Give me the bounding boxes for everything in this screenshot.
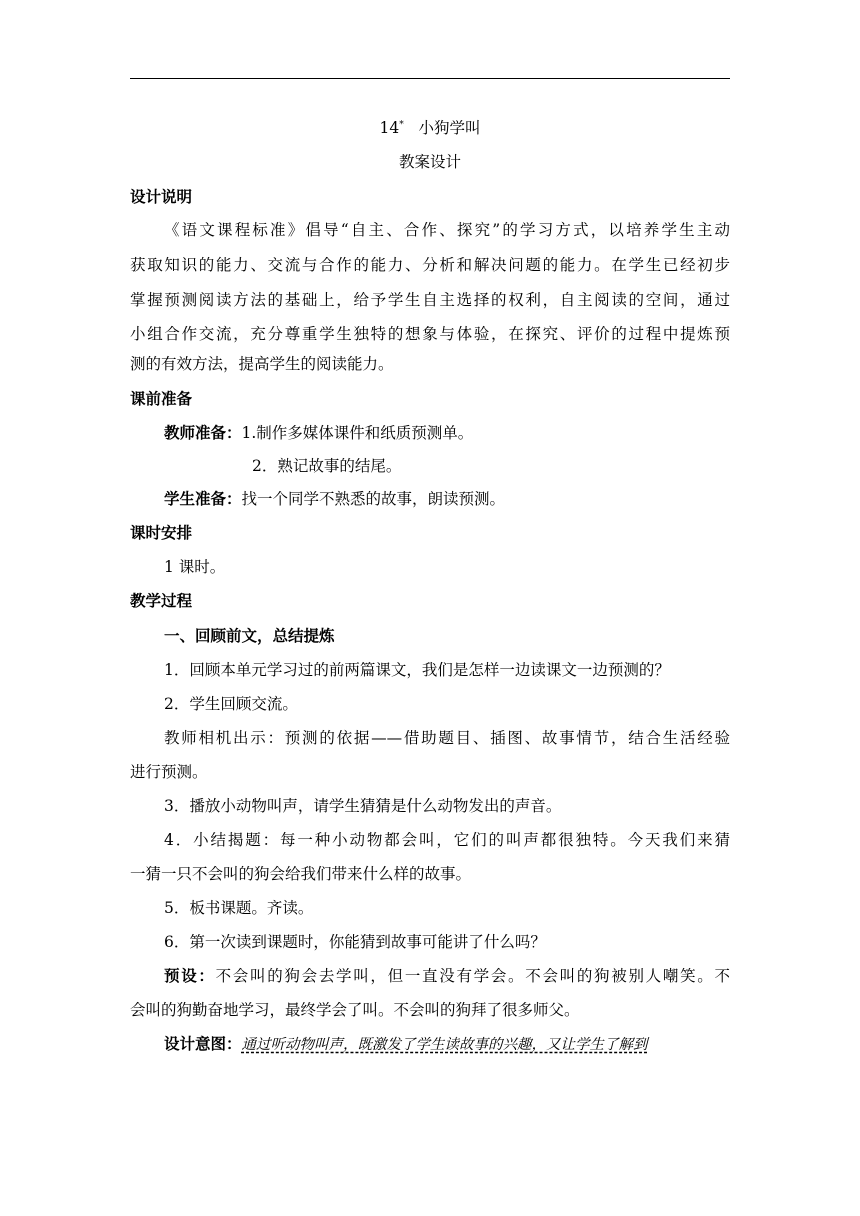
process-item-1: 1．回顾本单元学习过的前两篇课文，我们是怎样一边读课文一边预测的？: [164, 661, 670, 679]
student-prep: [130, 489, 730, 509]
header-rule: [130, 78, 730, 79]
intent-text: 通过听动物叫声，既激发了学生读故事的兴趣，又让学生了解到: [241, 1037, 648, 1053]
teacher-show-line: 教师相机出示：预测的依据——借助题目、插图、故事情节，结合生活经验: [164, 729, 730, 747]
preset-text: 不会叫的狗会去学叫，但一直没有学会。不会叫的狗被别人嘲笑。不: [215, 967, 730, 985]
teacher-prep-label: 教师准备：: [164, 424, 242, 442]
title-star: *: [399, 120, 404, 130]
design-note-line: 掌握预测阅读方法的基础上，给予学生自主选择的权利，自主阅读的空间，通过: [130, 291, 730, 309]
teacher-prep-item-2: 2．熟记故事的结尾。: [252, 457, 402, 475]
process-item-2: 2．学生回顾交流。: [164, 695, 298, 713]
heading-design-note: 设计说明: [130, 188, 193, 206]
title-text: 小狗学叫: [418, 119, 481, 137]
heading-process: 教学过程: [130, 592, 193, 610]
teacher-show-line: 进行预测。: [130, 763, 208, 781]
student-prep-item: 找一个同学不熟悉的故事，朗读预测。: [241, 490, 506, 508]
lesson-title: [130, 118, 730, 138]
student-prep-label: 学生准备：: [164, 490, 242, 508]
design-note-line: 测的有效方法，提高学生的阅读能力。: [130, 355, 394, 373]
teacher-prep-item: 1.制作多媒体课件和纸质预测单。: [241, 424, 474, 442]
preset-label: 预设：: [164, 967, 216, 985]
design-note-line: 获取知识的能力、交流与合作的能力、分析和解决问题的能力。在学生已经初步: [130, 256, 730, 274]
intent-line: [130, 1034, 730, 1055]
process-item-5: 5．板书课题。齐读。: [164, 899, 314, 917]
heading-schedule: 课时安排: [130, 524, 193, 542]
preset-line: 会叫的狗勤奋地学习，最终学会了叫。不会叫的狗拜了很多师父。: [130, 1001, 580, 1019]
process-item-6: 6．第一次读到课题时，你能猜到故事可能讲了什么吗？: [164, 933, 546, 951]
preset-line: [130, 966, 730, 986]
process-item-3: 3．播放小动物叫声，请学生猜猜是什么动物发出的声音。: [164, 797, 562, 815]
title-number: 14: [379, 119, 400, 137]
process-item-4: 一猜一只不会叫的狗会给我们带来什么样的故事。: [130, 865, 472, 883]
teacher-prep: [130, 423, 730, 443]
design-note-line: 小组合作交流，充分尊重学生独特的想象与体验，在探究、评价的过程中提炼预: [130, 325, 730, 343]
design-note-line: 《语文课程标准》倡导“自主、合作、探究”的学习方式，以培养学生主动: [164, 221, 730, 239]
heading-prep: 课前准备: [130, 390, 193, 408]
subtitle: 教案设计: [398, 153, 461, 171]
process-item-4: 4．小结揭题：每一种小动物都会叫，它们的叫声都很独特。今天我们来猜: [164, 831, 730, 849]
intent-label: 设计意图：: [164, 1035, 242, 1053]
schedule-text: 1 课时。: [164, 558, 226, 576]
process-part-1: 一、回顾前文，总结提炼: [164, 627, 335, 645]
